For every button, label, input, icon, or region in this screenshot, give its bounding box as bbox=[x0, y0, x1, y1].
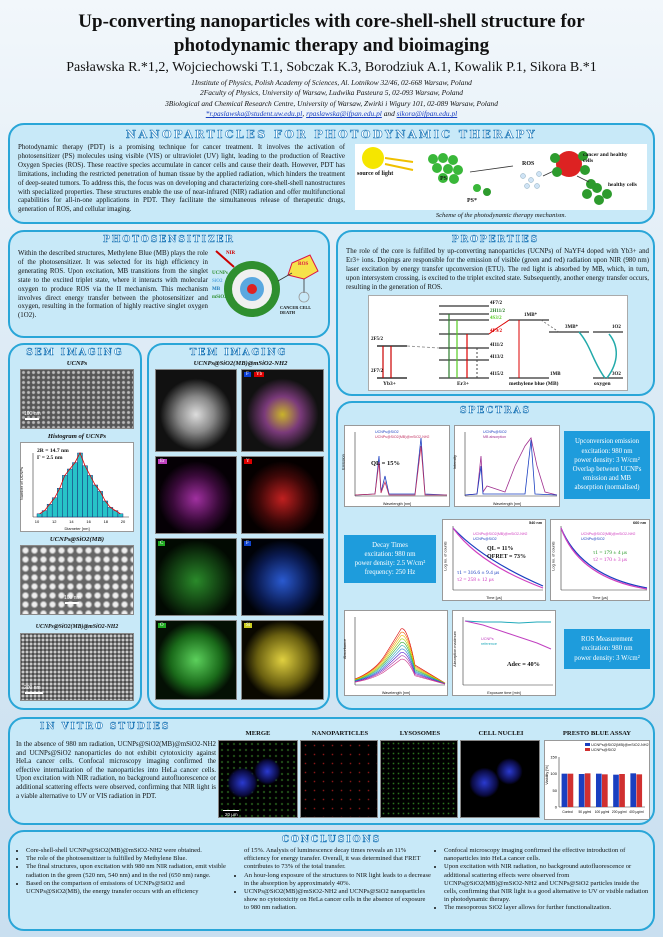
label-mb: MB bbox=[212, 287, 221, 292]
confocal-nuclei bbox=[460, 740, 540, 818]
presto-bar bbox=[636, 774, 642, 807]
properties-title: PROPERTIES bbox=[451, 235, 540, 245]
tem-image-er bbox=[155, 456, 237, 534]
box2-line2: excitation: 980 nm bbox=[364, 550, 416, 558]
ylabel-d: Log no. of counts bbox=[551, 541, 556, 571]
emails: *r.paslawska@student.uw.edu.pl, rpaslawska@ifpan.edu.pl and sikora@ifpan.edu.pl bbox=[205, 109, 458, 119]
sem-label-2: UCNPs@SiO2(MB) bbox=[49, 536, 105, 543]
ylabel-b: Intensity bbox=[453, 454, 458, 470]
scale-label: 100 nm bbox=[24, 411, 41, 417]
hist-bar bbox=[57, 488, 62, 517]
hist-bar bbox=[67, 469, 72, 517]
conclusions-panel bbox=[8, 830, 655, 931]
conclusion-item: • Confocal microscopy imaging confirmed the effective introduction of nanoparticles into HeLa cancer cells. bbox=[444, 847, 650, 863]
lysosomes-label: LYSOSOMES bbox=[399, 730, 441, 737]
label-ucnps: UCNPs bbox=[212, 271, 228, 276]
decay1-taus bbox=[457, 570, 499, 584]
sun-icon bbox=[362, 147, 384, 169]
sem-image-ucnps bbox=[20, 369, 134, 429]
presto-bar bbox=[602, 774, 608, 807]
invitro-text: In the absence of 980 nm radiation, UCNPs@SiO2(MB)@mSiO2-NH2 and UCNPs@SiO2 nanoparticles do not exhibit cytotoxicity against HeLa cancer cells. Confocal microscopy imaging confirmed the effective internalization of the nanoparticles into HeLa cancer cells. Upon excitation with NIR radiation, no background autofluorescence or additional scattering effects were observed, confirming that NIR light is a viable alternative to UV or VIS radiation in PDT. bbox=[16, 741, 216, 800]
plot-absorbance bbox=[344, 610, 448, 696]
level-yb-ground: 2F7/2 bbox=[371, 369, 383, 374]
hist-bar bbox=[62, 475, 67, 517]
hist-tick: 14 bbox=[69, 519, 74, 524]
hist-xlabel: Diameter [nm] bbox=[64, 526, 90, 531]
legend-d1: UCNPs bbox=[481, 637, 494, 641]
info-box-upconversion bbox=[564, 431, 650, 499]
presto-category: 50 μg/ml bbox=[578, 810, 592, 814]
arrow bbox=[470, 166, 513, 172]
presto-bar bbox=[619, 774, 625, 807]
tem-image-f bbox=[241, 538, 324, 616]
legend-d2: reference bbox=[481, 641, 498, 646]
label-ros: ROS bbox=[298, 262, 309, 267]
plot-overlap bbox=[454, 425, 560, 507]
level-er-3: 4S3/2 bbox=[490, 316, 502, 321]
xlabel-a: Wavelength [nm] bbox=[382, 502, 412, 506]
tem-image-merge bbox=[241, 369, 324, 452]
hist-bar bbox=[83, 466, 88, 517]
intro-title: NANOPARTICLES FOR PHOTODYNAMIC THERAPY bbox=[125, 128, 538, 141]
presto-ytick: 0 bbox=[554, 804, 557, 810]
light-ray bbox=[385, 164, 413, 170]
affiliation-1: 1Institute of Physics, Polish Academy of Sciences, Al. Lotnikow 32/46, 02-668 Warsaw, Poland bbox=[191, 78, 472, 87]
xlabel-e: Wavelength [nm] bbox=[381, 691, 411, 695]
xlabel-d: Time [μs] bbox=[592, 596, 608, 600]
properties-text: The role of the core is fulfilled by up-converting nanoparticles (UCNPs) of NaYF4 doped with Yb3+ and Er3+ ions. Dopings are responsible for the emission of visible (green and red) radiation upon NIR (980 nm) laser excitation by energy transfer upconversion (ETU). The red light is absorbed by MB, which, in turn, upon intersystem crossing, is excited to the triplet excited state. Subsequently, another energy transfer occurs, resulting in the generation of ROS. bbox=[346, 248, 649, 291]
histogram-plot bbox=[20, 442, 134, 532]
arrow bbox=[278, 273, 292, 281]
box2-line3: power density: 2.5 W/cm² bbox=[354, 560, 426, 567]
conclusions-title: CONCLUSIONS bbox=[281, 835, 382, 845]
invitro-panel bbox=[8, 717, 655, 825]
level-mb-triplet: 3MB* bbox=[565, 325, 579, 330]
level-er-1: 4F7/2 bbox=[490, 301, 502, 306]
ylabel-c: Log no. of counts bbox=[443, 541, 448, 571]
hist-bar bbox=[118, 514, 123, 517]
isc bbox=[541, 320, 559, 332]
ucnps-series bbox=[465, 621, 551, 649]
adec-label: Adec = 40% bbox=[507, 661, 540, 668]
legend-a2: UCNPs@SiO2(MB)@mSiO2-NH2 bbox=[375, 434, 430, 439]
ros-molecules bbox=[521, 172, 542, 189]
wavelength-tag-1: 540 nm bbox=[529, 521, 543, 525]
hist-tick: 16 bbox=[86, 519, 91, 524]
legend-c2b: UCNPs@SiO2 bbox=[581, 536, 605, 541]
qfret: QFRET = 73% bbox=[487, 553, 526, 560]
tag-y: Y bbox=[246, 459, 250, 464]
conclusion-continued: of 15%. Analysis of luminescence decay times reveals an 11% efficiency for energy transfer. Overall, it was determined that FRET contributes to 73% of the total transfer. bbox=[244, 847, 421, 871]
conclusions-col-2 bbox=[232, 847, 432, 913]
red-emission bbox=[247, 284, 257, 294]
tau3: τ1 = 179 ± 4 μs bbox=[593, 550, 628, 556]
tem-subtitle: UCNPs@SiO2(MB)@mSiO2-NH2 bbox=[193, 360, 288, 367]
scale-bar bbox=[65, 602, 79, 604]
tag-o: O bbox=[160, 623, 164, 628]
label-cancer: cancer and healthy cells bbox=[583, 152, 628, 164]
hist-bar bbox=[72, 463, 77, 517]
email-link-1[interactable]: *r.paslawska@student.uw.edu.pl bbox=[205, 109, 303, 119]
hist-ylabel: Number of UCNPs bbox=[19, 466, 25, 501]
presto-ylabel: Viability [%] bbox=[544, 765, 549, 785]
nanoparticles-label: NANOPARTICLES bbox=[311, 730, 369, 737]
email-link-3[interactable]: sikora@ifpan.edu.pl bbox=[396, 109, 458, 119]
level-mb-ground: 1MB bbox=[550, 372, 561, 377]
box3-line1: ROS Measurement bbox=[581, 636, 633, 644]
plot-ros bbox=[452, 610, 556, 696]
hist-bar bbox=[77, 453, 82, 517]
presto-category: 200 μg/ml bbox=[611, 810, 627, 814]
poster-title: Up-converting nanoparticles with core-shell-shell structure for photodynamic therapy and bioimaging bbox=[78, 11, 585, 56]
label-healthy: healthy cells bbox=[608, 182, 637, 188]
authors: Pasławska R.*1,2, Wojciechowski T.1, Sobczak K.3, Borodziuk A.1, Kowalik P.1, Sikora B.*1 bbox=[66, 60, 597, 75]
label-ps: PS bbox=[440, 176, 448, 182]
tem-image-bright bbox=[155, 369, 237, 452]
ql2: QL = 11% bbox=[487, 546, 514, 552]
legend-c1b: UCNPs@SiO2(MB)@mSiO2-NH2 bbox=[581, 532, 636, 536]
presto-bar bbox=[568, 774, 574, 807]
histogram-title: Histogram of UCNPs bbox=[47, 433, 107, 440]
presto-ytick: 150 bbox=[550, 754, 557, 760]
tag-si: Si bbox=[246, 623, 251, 628]
level-er-7: 4I15/2 bbox=[490, 372, 504, 377]
label-source: source of light bbox=[357, 171, 394, 177]
label-nir: NIR bbox=[226, 251, 236, 256]
presto-legend-2-text: UCNPs@SiO2 bbox=[591, 747, 617, 752]
level-er-2: 2H11/2 bbox=[490, 309, 506, 314]
presto-legend bbox=[585, 743, 649, 753]
label-er: Er3+ bbox=[457, 381, 469, 387]
level-o2-singlet: 1O2 bbox=[612, 325, 621, 330]
ros-chart bbox=[453, 611, 555, 695]
scale-bar bbox=[25, 692, 43, 694]
label-msio2: mSiO2 bbox=[212, 295, 227, 300]
presto-category: 100 μg/ml bbox=[594, 810, 610, 814]
xlabel-c: Time [μs] bbox=[486, 596, 502, 600]
energy-diagram bbox=[368, 295, 628, 391]
label-ps-star: PS* bbox=[467, 198, 478, 204]
affiliations bbox=[10, 78, 653, 120]
presto-category: Control bbox=[562, 810, 573, 814]
series-ucnps bbox=[355, 438, 447, 495]
decay1-legend bbox=[473, 532, 527, 541]
arrow bbox=[577, 176, 589, 182]
conclusion-item: • The mesoporous SiO2 layer allows for further functionalization. bbox=[444, 904, 650, 912]
affiliation-2: 2Faculty of Physics, University of Warsaw, Ludwika Pasteura 5, 02-093 Warsaw, Poland bbox=[200, 88, 463, 98]
hist-stats bbox=[37, 448, 69, 462]
confocal-nanoparticles bbox=[300, 740, 378, 818]
hist-bar bbox=[88, 475, 93, 517]
tem-image-c bbox=[155, 538, 237, 616]
tem-image-y bbox=[241, 456, 324, 534]
absorbance-chart bbox=[345, 611, 447, 695]
sem-image-2 bbox=[20, 545, 134, 615]
box2-line4: frequency: 250 Hz bbox=[364, 569, 416, 577]
box2-line1: Decay Times bbox=[372, 541, 408, 549]
hist-bar bbox=[37, 514, 42, 517]
photosensitizer-diagram bbox=[212, 249, 324, 321]
photosensitizer-text: Within the described structures, Methylene Blue (MB) plays the role of the photosensitizer. It was selected for its high efficiency in generating ROS. Upon excitation, MB transitions from the singlet state to the excited triplet state, where it interacts with molecular oxygen to produce ROS via the II mechanism. This mechanism involves direct energy transfer between the photosensitizer and oxygen, resulting in the formation of highly reactive singlet oxygen (1O2). bbox=[18, 250, 208, 320]
email-and: and bbox=[381, 109, 397, 119]
sem-label-3: UCNPs@SiO2(MB)@mSiO2-NH2 bbox=[35, 624, 119, 630]
series-mb bbox=[355, 446, 447, 495]
ylabel-e: Absorbance bbox=[343, 638, 348, 660]
decay1-values bbox=[487, 546, 526, 561]
plot-emission bbox=[341, 425, 450, 507]
ylabel-a: Emission bbox=[341, 454, 346, 470]
tag-c: C bbox=[160, 541, 164, 546]
reference-series bbox=[465, 621, 551, 623]
box3-line2: excitation: 980 nm bbox=[581, 645, 633, 653]
conclusion-item: • Based on the comparison of emissions of UCNPs@SiO2 and UCNPs@SiO2(MB), the energy transfer occurs with an efficiency bbox=[26, 880, 228, 896]
tag-f2: F bbox=[246, 541, 249, 546]
hist-tick: 20 bbox=[120, 519, 126, 524]
box3-line3: power density: 3 W/cm² bbox=[574, 654, 640, 662]
plot-decay-2 bbox=[550, 519, 650, 601]
presto-legend-2 bbox=[585, 748, 649, 753]
box1-line1: Upconversion emission bbox=[575, 438, 639, 446]
info-box-ros bbox=[564, 629, 650, 669]
scale-label: 200 nm bbox=[24, 685, 41, 691]
spectras-panel bbox=[336, 401, 655, 710]
energy-transfer bbox=[407, 346, 439, 348]
hist-bar bbox=[93, 485, 98, 517]
sem-title: SEM IMAGING bbox=[26, 348, 124, 358]
box1-line2: excitation: 980 nm bbox=[581, 447, 633, 455]
series-mb-abs bbox=[465, 438, 557, 495]
presto-ytick: 100 bbox=[550, 771, 557, 777]
level-yb-excited: 2F5/2 bbox=[371, 337, 383, 342]
tag-yb: Yb bbox=[256, 372, 263, 377]
tem-image-si bbox=[241, 620, 324, 700]
box1-line4: Overlap between UCNPs bbox=[572, 466, 642, 473]
scale-bar bbox=[223, 810, 239, 812]
photosensitizer-title: PHOTOSENSITIZER bbox=[103, 235, 235, 245]
level-er-6: 4I13/2 bbox=[490, 355, 504, 360]
tau2: τ2 = 258 ± 12 μs bbox=[457, 577, 494, 583]
presto-bars bbox=[545, 741, 649, 819]
label-yb: Yb3+ bbox=[383, 381, 396, 387]
sem-label-ucnps: UCNPs bbox=[66, 360, 88, 367]
cancer-cell-icon bbox=[299, 292, 309, 302]
ros-legend bbox=[481, 637, 497, 647]
tau4: τ2 = 170 ± 3 μs bbox=[593, 557, 628, 563]
energy-transfer-oxygen bbox=[579, 332, 605, 378]
scale-label: 20 μm bbox=[225, 812, 238, 817]
confocal-merge bbox=[218, 740, 298, 818]
hist-tick: 18 bbox=[103, 519, 109, 524]
intro-text: Photodynamic therapy (PDT) is a promising technique for cancer treatment. It involves the activation of photosensitizer (PS) molecules using visible (VIS) or ultraviolet (UV) light, leading to the production of Reactive Oxygen Species (ROS). These reactive species accumulate in cancer cells and cause their death. However, PDT has limitations, including the restricted penetration of human tissue by the applied radiation, which hinders the treatment of deep-seated tumors. To address this, the focus was on developing and characterizing core-shell-shell nanostructures with specialized properties. These structures enable the use of near-infrared (NIR) radiation and offer multifunctional capabilities for all-in-one applications in PDT. They facilitate the simultaneous release of therapeutic drugs, generation of ROS, and cellular imaging. bbox=[18, 144, 345, 214]
sem-image-3 bbox=[20, 633, 134, 701]
conclusion-item: • An hour-long exposure of the structures to NIR light leads to a decrease in the absorption by approximately 40%. bbox=[244, 872, 432, 888]
conclusion-item: • The final structures, upon excitation with 980 nm NIR radiation, emit visible radiation in the green (520 nm, 540 nm) and in the red (650 nm) range. bbox=[26, 863, 228, 879]
presto-legend-1-text: UCNPs@SiO2(MB)@mSiO2-NH2 bbox=[591, 743, 649, 747]
presto-bar bbox=[613, 775, 619, 807]
wavelength-tag-2: 660 nm bbox=[633, 521, 647, 525]
box1-line6: absorption (normalised) bbox=[574, 484, 640, 492]
level-o2-triplet: 3O2 bbox=[612, 372, 621, 377]
xlabel-f: Exposure time [min] bbox=[487, 691, 521, 695]
ros-burst bbox=[288, 255, 318, 279]
legend-a1: UCNPs@SiO2 bbox=[375, 430, 399, 434]
legend-b2: MB absorption bbox=[483, 434, 507, 439]
legend-b1: UCNPs@SiO2 bbox=[483, 430, 507, 434]
er-levels bbox=[439, 306, 489, 378]
properties-panel bbox=[336, 230, 655, 396]
conclusion-item: • The role of the photosensitizer is fulfilled by Methylene Blue. bbox=[26, 855, 228, 863]
light-ray bbox=[385, 158, 413, 162]
label-sio2: SiO2 bbox=[212, 279, 223, 284]
photosensitizer-panel bbox=[8, 230, 330, 338]
overlap-chart bbox=[455, 426, 559, 506]
tau1: τ1 = 316.6 ± 9.4 μs bbox=[457, 570, 500, 576]
presto-bar bbox=[579, 774, 585, 807]
legend-c2: UCNPs@SiO2 bbox=[473, 536, 497, 541]
box1-line5: emission and MB bbox=[583, 475, 631, 483]
conclusion-item: • Upon excitation with NIR radiation, no background autofluorescence or additional scattering effects were observed from UCNPs@SiO2(MB)@mSiO2-NH2 and UCNPs@SiO2 particles inside the cells, confirming that NIR light is a good alternative to UV or visible radiation in photodynamic therapy. bbox=[444, 863, 650, 904]
level-er-4: 4F9/2 bbox=[490, 329, 502, 334]
presto-bar bbox=[630, 773, 636, 807]
legend-c1: UCNPs@SiO2(MB)@mSiO2-NH2 bbox=[473, 532, 528, 536]
decay2-legend bbox=[581, 532, 635, 541]
overlap-legend bbox=[483, 430, 507, 439]
label-cancer-death: CANCER CELL DEATH bbox=[280, 305, 311, 315]
label-mb: methylene blue (MB) bbox=[509, 381, 559, 387]
presto-chart bbox=[544, 740, 650, 820]
level-er-5: 4I11/2 bbox=[490, 343, 504, 348]
absorbance-series bbox=[355, 632, 445, 683]
tag-f: F bbox=[246, 372, 249, 377]
scheme-caption: Scheme of the photodynamic therapy mechanism. bbox=[435, 212, 567, 219]
conclusion-item: • Core-shell-shell UCNPs@SiO2(MB)@mSiO2-NH2 were obtained. bbox=[26, 847, 228, 855]
merge-label: MERGE bbox=[245, 730, 271, 737]
xlabel-b: Wavelength [nm] bbox=[492, 502, 522, 506]
confocal-lysosomes bbox=[380, 740, 458, 818]
email-link-2[interactable]: rpaslawska@ifpan.edu.pl bbox=[306, 109, 382, 119]
hist-gamma: Γ = 2.5 nm bbox=[37, 455, 63, 461]
hist-tick: 12 bbox=[51, 519, 57, 524]
ql-label: QL = 15% bbox=[371, 460, 400, 467]
invitro-title: IN VITRO STUDIES bbox=[40, 722, 171, 732]
level-mb-singlet-excited: 1MB* bbox=[524, 313, 538, 318]
tem-panel bbox=[147, 343, 330, 710]
presto-bar bbox=[596, 774, 602, 807]
decay2-taus bbox=[593, 550, 627, 564]
box1-line3: power density: 3 W/cm² bbox=[574, 456, 640, 464]
pdt-scheme bbox=[355, 144, 647, 210]
ps-excited bbox=[473, 184, 481, 192]
ylabel-f: Absorption maximum bbox=[452, 631, 457, 667]
plot-decay-1 bbox=[442, 519, 546, 601]
presto-bar bbox=[562, 774, 568, 807]
presto-category: 400 μg/ml bbox=[629, 810, 644, 814]
tem-title: TEM IMAGING bbox=[189, 348, 288, 358]
nuclei-label: CELL NUCLEI bbox=[478, 730, 524, 737]
presto-bar bbox=[585, 773, 591, 807]
label-ros: ROS bbox=[522, 161, 535, 167]
affiliation-3: 3Biological and Chemical Research Centre, University of Warsaw, Zwirki i Wigury 101, 02-089 Warsaw, Poland bbox=[165, 98, 498, 108]
tag-er: Er bbox=[160, 459, 165, 464]
info-box-decay bbox=[344, 535, 436, 583]
scale-label: 100 nm bbox=[64, 595, 81, 601]
intro-panel bbox=[8, 123, 655, 224]
sem-panel bbox=[8, 343, 142, 710]
hist-tick: 10 bbox=[34, 519, 40, 524]
hist-r: 2R = 14.7 nm bbox=[37, 448, 69, 454]
conclusions-col-3 bbox=[432, 847, 650, 913]
scale-bar bbox=[25, 418, 39, 420]
presto-title: PRESTO BLUE ASSAY bbox=[562, 730, 632, 737]
tem-image-o bbox=[155, 620, 237, 700]
emission-legend bbox=[375, 430, 429, 439]
presto-ytick: 50 bbox=[552, 787, 557, 793]
ps-excited bbox=[483, 188, 491, 196]
conclusion-item: • UCNPs@SiO2(MB)@mSiO2-NH2 and UCNPs@SiO2 nanoparticles show no cytotoxicity on HeLa cancer cells in the absence of exposure to 980 nm radiation. bbox=[244, 888, 432, 913]
label-oxygen: oxygen bbox=[594, 381, 611, 387]
spectras-title: SPECTRAS bbox=[460, 406, 531, 416]
conclusions-col-1 bbox=[14, 847, 228, 896]
